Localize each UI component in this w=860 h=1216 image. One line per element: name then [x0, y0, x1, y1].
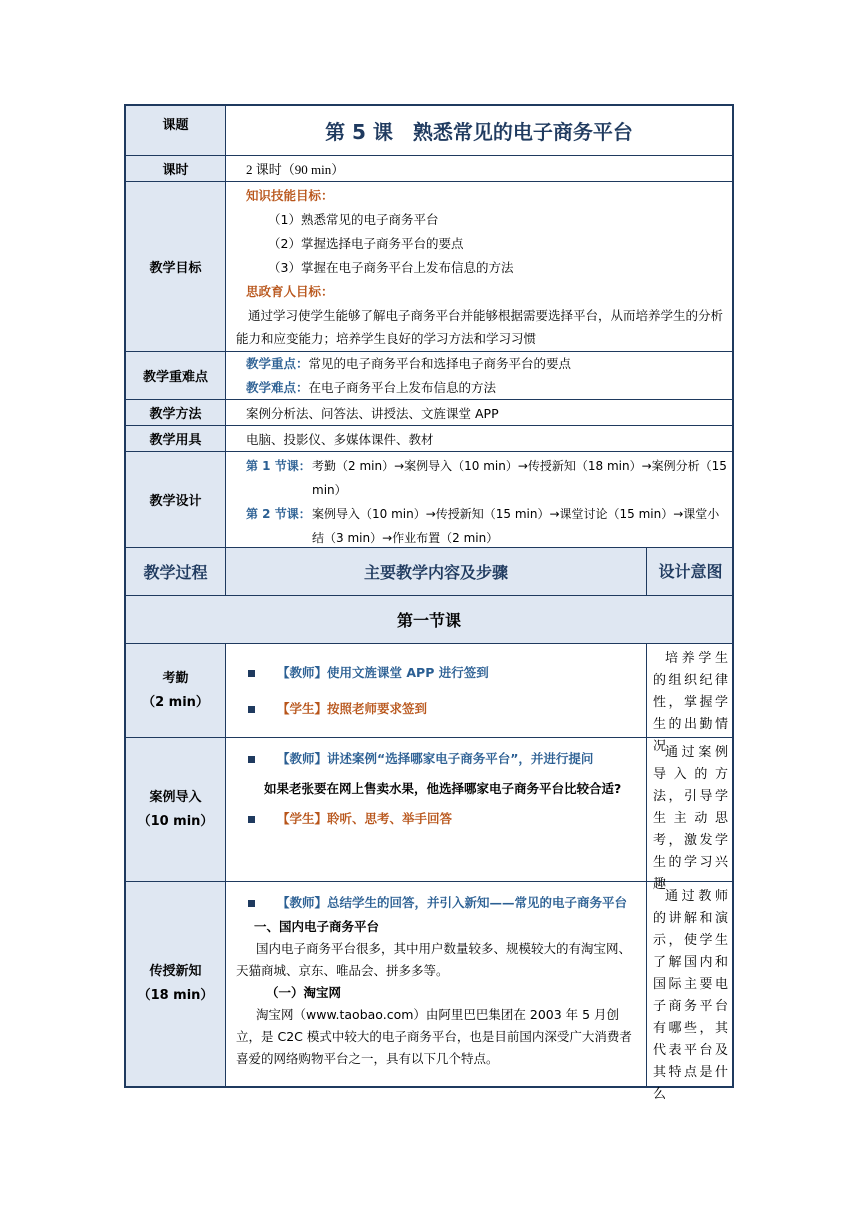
attendance-label-line2: （2 min）	[142, 694, 209, 710]
title-cell	[226, 106, 732, 155]
taobao-paragraph: 淘宝网（www.taobao.com）由阿里巴巴集团在 2003 年 5 月创立，是 C2C 模式中较大的电子商务平台，也是目前国内深受广大消费者喜爱的网络购物平台之一，具有以下几个特点。	[236, 1007, 632, 1066]
title-row	[126, 106, 732, 156]
knowledge-heading: 知识技能目标：	[246, 188, 334, 203]
objectives-label: 教学目标	[126, 182, 226, 351]
attendance-cell	[226, 644, 646, 737]
process-col-header: 教学过程	[126, 548, 226, 595]
ideology-text: 通过学习使学生能够了解电子商务平台并能够根据需要选择平台，从而培养学生的分析能力和应变能力；培养学生良好的学习方法和学习习惯	[236, 308, 724, 346]
objectives-row	[126, 182, 732, 352]
hours-label: 课时	[126, 156, 226, 181]
key-points-row	[126, 352, 732, 400]
new-knowledge-teacher	[248, 892, 640, 914]
attendance-label	[126, 644, 226, 737]
topic-label: 课题	[126, 106, 226, 155]
design-label: 教学设计	[126, 452, 226, 547]
case-intro-teacher-text: 【教师】讲述案例“选择哪家电子商务平台”，并进行提问	[277, 751, 594, 766]
methods-value: 案例分析法、问答法、讲授法、文旌课堂 APP	[246, 405, 499, 421]
methods-label: 教学方法	[126, 400, 226, 425]
hours-value: 2 课时（90 min）	[246, 162, 345, 177]
new-knowledge-label-line2: （18 min）	[137, 988, 214, 1003]
attendance-student	[248, 698, 638, 720]
lesson2-line1: 案例导入（10 min）→传授新知（15 min）→课堂讨论（15 min）→课堂小	[312, 507, 720, 521]
key-points-label: 教学重难点	[126, 352, 226, 399]
objective-item: （2）掌握选择电子商务平台的要点	[268, 236, 464, 251]
design-cell	[226, 452, 732, 547]
case-intro-teacher	[248, 748, 640, 770]
bullet-square-icon	[248, 816, 255, 823]
attendance-student-text: 【学生】按照老师要求签到	[277, 701, 428, 716]
attendance-row	[126, 644, 732, 754]
attendance-teacher-text: 【教师】使用文旌课堂 APP 进行签到	[277, 665, 489, 680]
key-points-cell	[226, 352, 732, 399]
difficult-label: 教学难点：	[246, 380, 309, 395]
intent-col-header: 设计意图	[646, 548, 732, 595]
lesson1-line2: min）	[312, 483, 347, 497]
lesson-plan-table	[124, 104, 734, 1102]
section-heading-domestic: 一、国内电子商务平台	[254, 919, 380, 934]
lesson2-line2: 结（3 min）→作业布置（2 min）	[312, 531, 499, 545]
section-heading-taobao: （一）淘宝网	[266, 985, 342, 1000]
content-col-header: 主要教学内容及步骤	[363, 563, 508, 582]
difficult-text: 在电子商务平台上发布信息的方法	[308, 380, 497, 395]
case-intro-intent: 通过案例导入的方法，引导学生主动思考，激发学生的学习兴趣	[646, 738, 732, 881]
attendance-teacher	[248, 662, 638, 684]
ideology-heading: 思政育人目标：	[246, 284, 334, 299]
bullet-square-icon	[248, 900, 255, 907]
new-knowledge-intent: 通过教师的讲解和演示，使学生了解国内和国际主要电子商务平台有哪些，其代表平台及其特点是什么	[646, 882, 732, 1086]
case-intro-student-text: 【学生】聆听、思考、举手回答	[277, 811, 453, 826]
new-knowledge-row	[126, 882, 732, 1102]
objectives-cell	[226, 182, 732, 351]
attendance-label-line1: 考勤	[162, 670, 189, 686]
section-title-row	[126, 596, 732, 644]
domestic-paragraph: 国内电子商务平台很多，其中用户数量较多、规模较大的有淘宝网、天猫商城、京东、唯品会、拼多多等。	[236, 941, 632, 978]
tools-label: 教学用具	[126, 426, 226, 451]
case-intro-label	[126, 738, 226, 881]
new-knowledge-label-line1: 传授新知	[149, 964, 202, 979]
tools-row	[126, 426, 732, 452]
case-intro-row	[126, 738, 732, 892]
new-knowledge-label	[126, 882, 226, 1086]
design-row	[126, 452, 732, 548]
section-title: 第一节课	[396, 611, 461, 630]
key-text: 常见的电子商务平台和选择电子商务平台的要点	[308, 356, 572, 371]
bullet-square-icon	[248, 706, 255, 713]
methods-row	[126, 400, 732, 426]
tools-value: 电脑、投影仪、多媒体课件、教材	[246, 431, 434, 447]
bullet-square-icon	[248, 670, 255, 677]
lesson1-label: 第 1 节课：	[246, 459, 311, 473]
objective-item: （1）熟悉常见的电子商务平台	[268, 212, 439, 227]
case-intro-student	[248, 808, 640, 830]
lesson2-label: 第 2 节课：	[246, 507, 311, 521]
process-header-row	[126, 548, 732, 596]
new-knowledge-teacher-text: 【教师】总结学生的回答，并引入新知——常见的电子商务平台	[277, 895, 628, 910]
objective-item: （3）掌握在电子商务平台上发布信息的方法	[268, 260, 514, 275]
case-intro-cell	[226, 738, 646, 881]
page-title: 第 5 课 熟悉常见的电子商务平台	[325, 120, 633, 144]
hours-row	[126, 156, 732, 182]
lesson1-line1: 考勤（2 min）→案例导入（10 min）→传授新知（18 min）→案例分析（15	[312, 459, 727, 473]
case-question: 如果老张要在网上售卖水果，他选择哪家电子商务平台比较合适?	[264, 781, 622, 796]
case-intro-label-line2: （10 min）	[137, 813, 214, 829]
bullet-square-icon	[248, 756, 255, 763]
key-label: 教学重点：	[246, 356, 309, 371]
attendance-intent: 培养学生的组织纪律性，掌握学生的出勤情况	[646, 644, 732, 737]
case-intro-label-line1: 案例导入	[149, 789, 202, 805]
new-knowledge-cell	[226, 882, 646, 1086]
